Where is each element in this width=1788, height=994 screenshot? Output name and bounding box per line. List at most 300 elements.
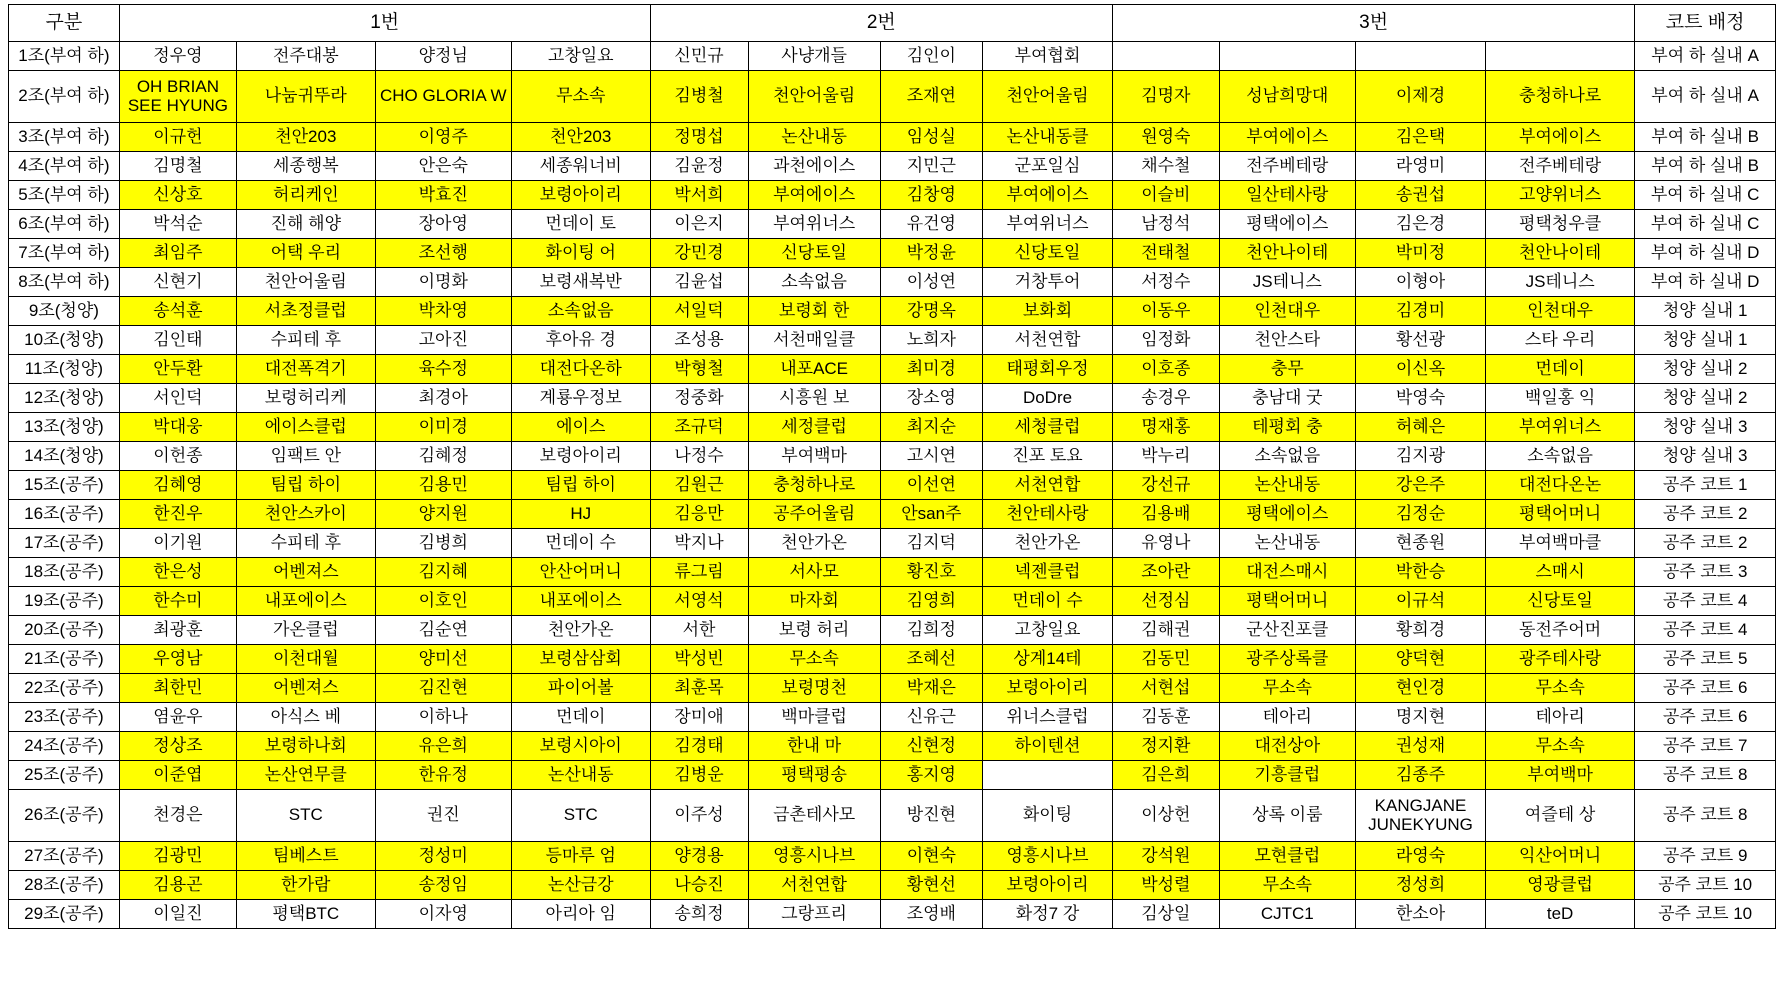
entry-cell: 세정클럽 bbox=[748, 413, 880, 442]
entry-cell: 양덕현 bbox=[1356, 645, 1486, 674]
entry-cell: 서천연합 bbox=[748, 871, 880, 900]
entry-cell: 부여백마 bbox=[1486, 761, 1635, 790]
table-row bbox=[9, 500, 1776, 529]
entry-cell: 가온클럽 bbox=[237, 616, 376, 645]
entry-cell: 안san주 bbox=[880, 500, 982, 529]
entry-cell bbox=[983, 761, 1113, 790]
entry-cell: 마자회 bbox=[748, 587, 880, 616]
entry-cell: 보령아이리 bbox=[511, 442, 650, 471]
entry-cell: 보령 허리 bbox=[748, 616, 880, 645]
entry-cell: 정지환 bbox=[1113, 732, 1220, 761]
entry-cell: 임성실 bbox=[880, 123, 982, 152]
court-assignment: 공주 코트 7 bbox=[1635, 732, 1776, 761]
row-group-label: 20조(공주) bbox=[9, 616, 120, 645]
entry-cell: 소속없음 bbox=[748, 268, 880, 297]
entry-cell: 박한승 bbox=[1356, 558, 1486, 587]
entry-cell: 금촌테사모 bbox=[748, 790, 880, 842]
entry-cell: 고시연 bbox=[880, 442, 982, 471]
entry-cell: 강은주 bbox=[1356, 471, 1486, 500]
entry-cell: 김병희 bbox=[375, 529, 511, 558]
entry-cell: 전주대봉 bbox=[237, 42, 376, 71]
row-group-label: 27조(공주) bbox=[9, 842, 120, 871]
entry-cell: 박성렬 bbox=[1113, 871, 1220, 900]
entry-cell: 넥젠클럽 bbox=[983, 558, 1113, 587]
entry-cell: 김용곤 bbox=[119, 871, 236, 900]
entry-cell: 장미애 bbox=[650, 703, 748, 732]
entry-cell: KANGJANE JUNEKYUNG bbox=[1356, 790, 1486, 842]
entry-cell: 부여에이스 bbox=[983, 181, 1113, 210]
row-group-label: 24조(공주) bbox=[9, 732, 120, 761]
entry-cell: 김명자 bbox=[1113, 71, 1220, 123]
court-assignment: 공주 코트 10 bbox=[1635, 900, 1776, 929]
entry-cell: 김해권 bbox=[1113, 616, 1220, 645]
entry-cell: 보령아이리 bbox=[983, 871, 1113, 900]
entry-cell: 김명철 bbox=[119, 152, 236, 181]
entry-cell: 나눔귀뚜라 bbox=[237, 71, 376, 123]
entry-cell: 박영숙 bbox=[1356, 384, 1486, 413]
entry-cell: 충남대 굿 bbox=[1219, 384, 1355, 413]
entry-cell: 평택청우클 bbox=[1486, 210, 1635, 239]
entry-cell: 수피테 후 bbox=[237, 529, 376, 558]
entry-cell: OH BRIAN SEE HYUNG bbox=[119, 71, 236, 123]
entry-cell: 평택에이스 bbox=[1219, 500, 1355, 529]
row-group-label: 13조(청양) bbox=[9, 413, 120, 442]
entry-cell: 유건영 bbox=[880, 210, 982, 239]
table-row bbox=[9, 326, 1776, 355]
entry-cell: 서인덕 bbox=[119, 384, 236, 413]
table-row bbox=[9, 790, 1776, 842]
entry-cell: 인천대우 bbox=[1219, 297, 1355, 326]
row-group-label: 25조(공주) bbox=[9, 761, 120, 790]
row-group-label: 17조(공주) bbox=[9, 529, 120, 558]
row-group-label: 23조(공주) bbox=[9, 703, 120, 732]
row-group-label: 10조(청양) bbox=[9, 326, 120, 355]
entry-cell: 전태철 bbox=[1113, 239, 1220, 268]
entry-cell: 송석훈 bbox=[119, 297, 236, 326]
table-row bbox=[9, 761, 1776, 790]
court-assignment: 부여 하 실내 A bbox=[1635, 71, 1776, 123]
entry-cell: 소속없음 bbox=[1219, 442, 1355, 471]
entry-cell: 내포에이스 bbox=[237, 587, 376, 616]
row-group-label: 28조(공주) bbox=[9, 871, 120, 900]
entry-cell: 모현클럽 bbox=[1219, 842, 1355, 871]
table-header-row bbox=[9, 5, 1776, 42]
entry-cell: 화이팅 어 bbox=[511, 239, 650, 268]
entry-cell: 논산연무클 bbox=[237, 761, 376, 790]
entry-cell: 한유정 bbox=[375, 761, 511, 790]
entry-cell: 부여백마클 bbox=[1486, 529, 1635, 558]
court-assignment: 공주 코트 2 bbox=[1635, 529, 1776, 558]
entry-cell: 천안어울림 bbox=[748, 71, 880, 123]
entry-cell: 부여백마 bbox=[748, 442, 880, 471]
entry-cell: 백일홍 익 bbox=[1486, 384, 1635, 413]
entry-cell: 천안스카이 bbox=[237, 500, 376, 529]
entry-cell: 박재은 bbox=[880, 674, 982, 703]
row-group-label: 9조(청양) bbox=[9, 297, 120, 326]
entry-cell: 전주베테랑 bbox=[1486, 152, 1635, 181]
court-assignment: 부여 하 실내 C bbox=[1635, 210, 1776, 239]
entry-cell bbox=[1356, 42, 1486, 71]
entry-cell: 백마클럽 bbox=[748, 703, 880, 732]
entry-cell: 류그림 bbox=[650, 558, 748, 587]
entry-cell: 보령허리케 bbox=[237, 384, 376, 413]
entry-cell: 먼데이 토 bbox=[511, 210, 650, 239]
entry-cell: 황선광 bbox=[1356, 326, 1486, 355]
entry-cell: 남정석 bbox=[1113, 210, 1220, 239]
entry-cell: 양지원 bbox=[375, 500, 511, 529]
header-group-2: 2번 bbox=[650, 5, 1113, 42]
entry-cell: 최지순 bbox=[880, 413, 982, 442]
table-row bbox=[9, 71, 1776, 123]
entry-cell: 무소속 bbox=[511, 71, 650, 123]
court-assignment: 부여 하 실내 A bbox=[1635, 42, 1776, 71]
entry-cell: 김은희 bbox=[1113, 761, 1220, 790]
entry-cell: 서초정클럽 bbox=[237, 297, 376, 326]
entry-cell: 천안스타 bbox=[1219, 326, 1355, 355]
table-row bbox=[9, 210, 1776, 239]
table-row bbox=[9, 703, 1776, 732]
table-body bbox=[9, 42, 1776, 929]
entry-cell: 안두환 bbox=[119, 355, 236, 384]
table-row bbox=[9, 42, 1776, 71]
entry-cell: 여즐테 상 bbox=[1486, 790, 1635, 842]
entry-cell: 대전스매시 bbox=[1219, 558, 1355, 587]
entry-cell: 이일진 bbox=[119, 900, 236, 929]
table-row bbox=[9, 152, 1776, 181]
entry-cell: 이선연 bbox=[880, 471, 982, 500]
entry-cell: 그랑프리 bbox=[748, 900, 880, 929]
entry-cell: 강선규 bbox=[1113, 471, 1220, 500]
table-row bbox=[9, 616, 1776, 645]
entry-cell: 시흥원 보 bbox=[748, 384, 880, 413]
entry-cell: 광주상록클 bbox=[1219, 645, 1355, 674]
entry-cell: 조규덕 bbox=[650, 413, 748, 442]
entry-cell: 이형아 bbox=[1356, 268, 1486, 297]
entry-cell: 성남희망대 bbox=[1219, 71, 1355, 123]
entry-cell: 화이팅 bbox=[983, 790, 1113, 842]
entry-cell: 김정순 bbox=[1356, 500, 1486, 529]
entry-cell: 후아유 경 bbox=[511, 326, 650, 355]
entry-cell: 허혜은 bbox=[1356, 413, 1486, 442]
entry-cell: 박차영 bbox=[375, 297, 511, 326]
entry-cell: 천안테사랑 bbox=[983, 500, 1113, 529]
entry-cell: 어벤져스 bbox=[237, 558, 376, 587]
entry-cell: 무소속 bbox=[1219, 674, 1355, 703]
row-group-label: 5조(부여 하) bbox=[9, 181, 120, 210]
entry-cell: 부여위너스 bbox=[983, 210, 1113, 239]
entry-cell: 정성희 bbox=[1356, 871, 1486, 900]
entry-cell: 소속없음 bbox=[1486, 442, 1635, 471]
entry-cell: 김경미 bbox=[1356, 297, 1486, 326]
entry-cell: 조성용 bbox=[650, 326, 748, 355]
entry-cell: 정명섭 bbox=[650, 123, 748, 152]
entry-cell: 김용민 bbox=[375, 471, 511, 500]
entry-cell: 채수철 bbox=[1113, 152, 1220, 181]
entry-cell: 신상호 bbox=[119, 181, 236, 210]
entry-cell: 서일덕 bbox=[650, 297, 748, 326]
entry-cell: 충무 bbox=[1219, 355, 1355, 384]
court-assignment: 청양 실내 3 bbox=[1635, 413, 1776, 442]
entry-cell: 조선행 bbox=[375, 239, 511, 268]
entry-cell: 송권섭 bbox=[1356, 181, 1486, 210]
entry-cell: 최한민 bbox=[119, 674, 236, 703]
entry-cell: 보령삼삼회 bbox=[511, 645, 650, 674]
court-assignment: 공주 코트 10 bbox=[1635, 871, 1776, 900]
entry-cell: 논산내동클 bbox=[983, 123, 1113, 152]
entry-cell: 부여협회 bbox=[983, 42, 1113, 71]
entry-cell: 나승진 bbox=[650, 871, 748, 900]
entry-cell: 한가람 bbox=[237, 871, 376, 900]
entry-cell: 신당토일 bbox=[983, 239, 1113, 268]
entry-cell: 김혜영 bbox=[119, 471, 236, 500]
entry-cell: 김인이 bbox=[880, 42, 982, 71]
entry-cell: 거창투어 bbox=[983, 268, 1113, 297]
entry-cell: 하이텐션 bbox=[983, 732, 1113, 761]
entry-cell: 테아리 bbox=[1486, 703, 1635, 732]
entry-cell: 태평회우정 bbox=[983, 355, 1113, 384]
entry-cell: 김지덕 bbox=[880, 529, 982, 558]
entry-cell: 보령하나회 bbox=[237, 732, 376, 761]
entry-cell: 김순연 bbox=[375, 616, 511, 645]
entry-cell: 권성재 bbox=[1356, 732, 1486, 761]
entry-cell: 이제경 bbox=[1356, 71, 1486, 123]
entry-cell: 정상조 bbox=[119, 732, 236, 761]
row-group-label: 21조(공주) bbox=[9, 645, 120, 674]
header-group-1: 1번 bbox=[119, 5, 650, 42]
entry-cell: 한소아 bbox=[1356, 900, 1486, 929]
court-assignment: 공주 코트 9 bbox=[1635, 842, 1776, 871]
entry-cell: 상계14테 bbox=[983, 645, 1113, 674]
entry-cell: 정성미 bbox=[375, 842, 511, 871]
entry-cell: 김혜정 bbox=[375, 442, 511, 471]
table-row bbox=[9, 871, 1776, 900]
entry-cell: 나정수 bbox=[650, 442, 748, 471]
entry-cell: 서정수 bbox=[1113, 268, 1220, 297]
entry-cell: 천안가온 bbox=[748, 529, 880, 558]
entry-cell: 계룡우정보 bbox=[511, 384, 650, 413]
entry-cell: 신당토일 bbox=[748, 239, 880, 268]
entry-cell: 평택평송 bbox=[748, 761, 880, 790]
entry-cell: 파이어볼 bbox=[511, 674, 650, 703]
table-row bbox=[9, 529, 1776, 558]
row-group-label: 2조(부여 하) bbox=[9, 71, 120, 123]
entry-cell: 명지현 bbox=[1356, 703, 1486, 732]
row-group-label: 18조(공주) bbox=[9, 558, 120, 587]
header-division: 구분 bbox=[9, 5, 120, 42]
entry-cell: 위너스클럽 bbox=[983, 703, 1113, 732]
entry-cell: 보령아이리 bbox=[983, 674, 1113, 703]
entry-cell: 천경은 bbox=[119, 790, 236, 842]
entry-cell: 이주성 bbox=[650, 790, 748, 842]
table-row bbox=[9, 413, 1776, 442]
entry-cell: 라영숙 bbox=[1356, 842, 1486, 871]
entry-cell: 김윤섭 bbox=[650, 268, 748, 297]
entry-cell: 영광클럽 bbox=[1486, 871, 1635, 900]
entry-cell: 송정임 bbox=[375, 871, 511, 900]
entry-cell: 등마루 엄 bbox=[511, 842, 650, 871]
entry-cell: 김원근 bbox=[650, 471, 748, 500]
court-assignment: 청양 실내 1 bbox=[1635, 297, 1776, 326]
entry-cell: 스타 우리 bbox=[1486, 326, 1635, 355]
entry-cell: 이슬비 bbox=[1113, 181, 1220, 210]
court-assignment: 청양 실내 2 bbox=[1635, 355, 1776, 384]
entry-cell: 논산내동 bbox=[1219, 471, 1355, 500]
entry-cell: 천안203 bbox=[237, 123, 376, 152]
court-assignment: 공주 코트 3 bbox=[1635, 558, 1776, 587]
entry-cell: 논산내동 bbox=[748, 123, 880, 152]
entry-cell: 이하나 bbox=[375, 703, 511, 732]
entry-cell: 소속없음 bbox=[511, 297, 650, 326]
entry-cell: 천안나이테 bbox=[1486, 239, 1635, 268]
entry-cell: 김희정 bbox=[880, 616, 982, 645]
entry-cell: 서사모 bbox=[748, 558, 880, 587]
entry-cell: 우영남 bbox=[119, 645, 236, 674]
entry-cell: 부여에이스 bbox=[1219, 123, 1355, 152]
entry-cell: 보령명천 bbox=[748, 674, 880, 703]
header-group-3: 3번 bbox=[1113, 5, 1635, 42]
entry-cell: 보령회 한 bbox=[748, 297, 880, 326]
entry-cell: 김동민 bbox=[1113, 645, 1220, 674]
entry-cell: 신현정 bbox=[880, 732, 982, 761]
entry-cell: 김응만 bbox=[650, 500, 748, 529]
entry-cell: 천안203 bbox=[511, 123, 650, 152]
entry-cell: 양정님 bbox=[375, 42, 511, 71]
entry-cell: 한내 마 bbox=[748, 732, 880, 761]
entry-cell: 김지광 bbox=[1356, 442, 1486, 471]
entry-cell: 이기원 bbox=[119, 529, 236, 558]
entry-cell: 신당토일 bbox=[1486, 587, 1635, 616]
entry-cell: 김지혜 bbox=[375, 558, 511, 587]
entry-cell: 황진호 bbox=[880, 558, 982, 587]
entry-cell: 박지나 bbox=[650, 529, 748, 558]
court-assignment: 공주 코트 8 bbox=[1635, 761, 1776, 790]
table-row bbox=[9, 268, 1776, 297]
entry-cell: 이현숙 bbox=[880, 842, 982, 871]
entry-cell: 박서희 bbox=[650, 181, 748, 210]
entry-cell: 박성빈 bbox=[650, 645, 748, 674]
entry-cell: 논산금강 bbox=[511, 871, 650, 900]
table-row bbox=[9, 558, 1776, 587]
entry-cell: DoDre bbox=[983, 384, 1113, 413]
entry-cell: 천안가온 bbox=[983, 529, 1113, 558]
entry-cell: 지민근 bbox=[880, 152, 982, 181]
entry-cell: 충청하나로 bbox=[1486, 71, 1635, 123]
entry-cell: 김상일 bbox=[1113, 900, 1220, 929]
entry-cell: 에이스 bbox=[511, 413, 650, 442]
entry-cell: 박대웅 bbox=[119, 413, 236, 442]
entry-cell: 김용배 bbox=[1113, 500, 1220, 529]
entry-cell: 염윤우 bbox=[119, 703, 236, 732]
entry-cell: 김동훈 bbox=[1113, 703, 1220, 732]
entry-cell: 황현선 bbox=[880, 871, 982, 900]
court-assignment: 공주 코트 4 bbox=[1635, 616, 1776, 645]
entry-cell: 정우영 bbox=[119, 42, 236, 71]
entry-cell: 최광훈 bbox=[119, 616, 236, 645]
entry-cell: 서천연합 bbox=[983, 471, 1113, 500]
entry-cell: 최훈목 bbox=[650, 674, 748, 703]
entry-cell: 현종원 bbox=[1356, 529, 1486, 558]
entry-cell: 이호인 bbox=[375, 587, 511, 616]
entry-cell bbox=[1219, 42, 1355, 71]
entry-cell: 김은택 bbox=[1356, 123, 1486, 152]
entry-cell: 홍지영 bbox=[880, 761, 982, 790]
entry-cell: 천안어울림 bbox=[983, 71, 1113, 123]
entry-cell: 먼데이 수 bbox=[511, 529, 650, 558]
entry-cell: 대전다온논 bbox=[1486, 471, 1635, 500]
row-group-label: 1조(부여 하) bbox=[9, 42, 120, 71]
entry-cell: 팀립 하이 bbox=[511, 471, 650, 500]
entry-cell: 조아란 bbox=[1113, 558, 1220, 587]
entry-cell: 인천대우 bbox=[1486, 297, 1635, 326]
table-row bbox=[9, 384, 1776, 413]
entry-cell: 이명화 bbox=[375, 268, 511, 297]
court-assignment: 공주 코트 5 bbox=[1635, 645, 1776, 674]
entry-cell: 김창영 bbox=[880, 181, 982, 210]
entry-cell: 세청클럽 bbox=[983, 413, 1113, 442]
entry-cell: 장소영 bbox=[880, 384, 982, 413]
entry-cell: 안산어머니 bbox=[511, 558, 650, 587]
row-group-label: 7조(부여 하) bbox=[9, 239, 120, 268]
court-assignment: 공주 코트 6 bbox=[1635, 703, 1776, 732]
entry-cell: 최임주 bbox=[119, 239, 236, 268]
entry-cell: 이은지 bbox=[650, 210, 748, 239]
entry-cell: 권진 bbox=[375, 790, 511, 842]
entry-cell: 신민규 bbox=[650, 42, 748, 71]
header-court: 코트 배정 bbox=[1635, 5, 1776, 42]
entry-cell: 김병철 bbox=[650, 71, 748, 123]
court-assignment: 공주 코트 8 bbox=[1635, 790, 1776, 842]
entry-cell: 이준엽 bbox=[119, 761, 236, 790]
entry-cell: 진포 토요 bbox=[983, 442, 1113, 471]
entry-cell: 이신옥 bbox=[1356, 355, 1486, 384]
entry-cell: 영흥시나브 bbox=[983, 842, 1113, 871]
table-row bbox=[9, 842, 1776, 871]
entry-cell: 대전폭격기 bbox=[237, 355, 376, 384]
entry-cell: 선정심 bbox=[1113, 587, 1220, 616]
entry-cell: 서천연합 bbox=[983, 326, 1113, 355]
entry-cell: CJTC1 bbox=[1219, 900, 1355, 929]
row-group-label: 29조(공주) bbox=[9, 900, 120, 929]
court-assignment: 부여 하 실내 B bbox=[1635, 123, 1776, 152]
entry-cell: 김병운 bbox=[650, 761, 748, 790]
entry-cell: 천안어울림 bbox=[237, 268, 376, 297]
entry-cell: 라영미 bbox=[1356, 152, 1486, 181]
entry-cell: 송경우 bbox=[1113, 384, 1220, 413]
entry-cell: 부여위너스 bbox=[748, 210, 880, 239]
entry-cell: 김인태 bbox=[119, 326, 236, 355]
entry-cell: 어벤져스 bbox=[237, 674, 376, 703]
entry-cell: 조재연 bbox=[880, 71, 982, 123]
entry-cell: 양미선 bbox=[375, 645, 511, 674]
entry-cell: 평택에이스 bbox=[1219, 210, 1355, 239]
entry-cell: 대전다온하 bbox=[511, 355, 650, 384]
table-row bbox=[9, 355, 1776, 384]
entry-cell: 수피테 후 bbox=[237, 326, 376, 355]
entry-cell: JS테니스 bbox=[1486, 268, 1635, 297]
entry-cell: 무소속 bbox=[1219, 871, 1355, 900]
row-group-label: 22조(공주) bbox=[9, 674, 120, 703]
entry-cell: 평택어머니 bbox=[1219, 587, 1355, 616]
entry-cell: 명재홍 bbox=[1113, 413, 1220, 442]
entry-cell: 서천매일클 bbox=[748, 326, 880, 355]
entry-cell: 강명옥 bbox=[880, 297, 982, 326]
entry-cell: 테평회 충 bbox=[1219, 413, 1355, 442]
entry-cell: 평택BTC bbox=[237, 900, 376, 929]
entry-cell: 이규헌 bbox=[119, 123, 236, 152]
entry-cell: 송희정 bbox=[650, 900, 748, 929]
entry-cell: 정중화 bbox=[650, 384, 748, 413]
entry-cell: CHO GLORIA W bbox=[375, 71, 511, 123]
